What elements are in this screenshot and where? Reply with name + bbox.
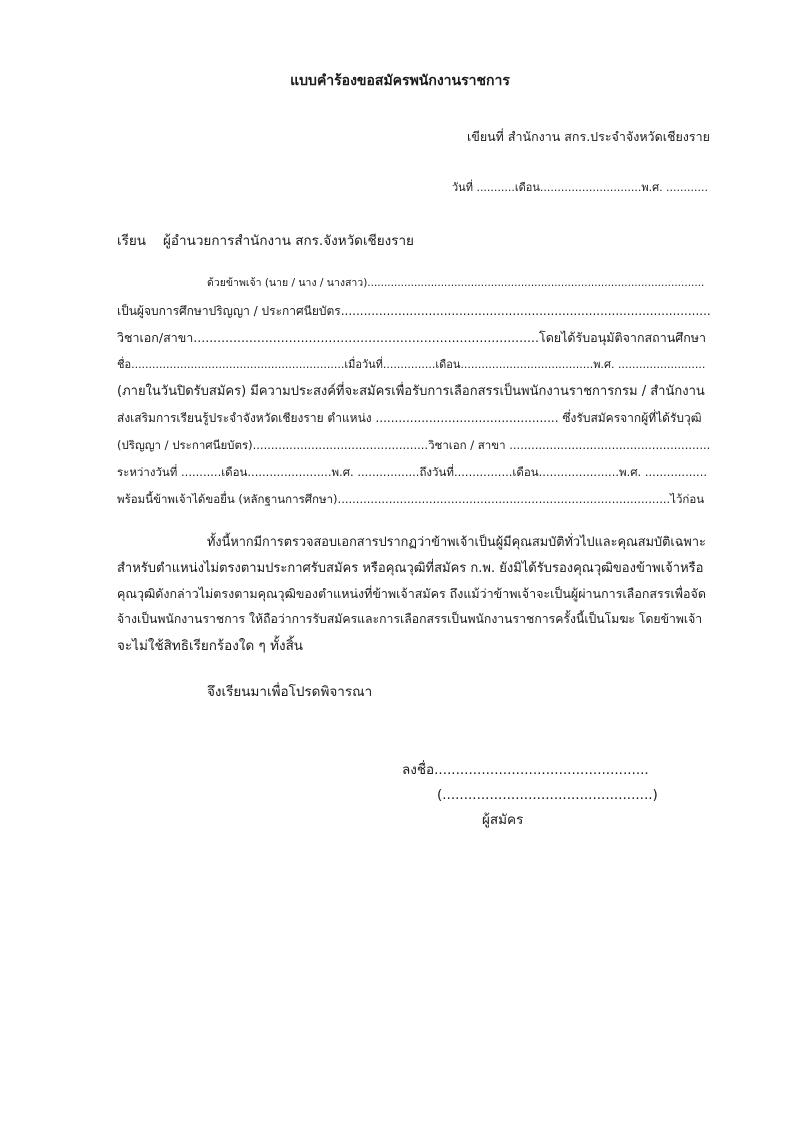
body-line-applicant-name: ด้วยข้าพเจ้า (นาย / นาง / นางสาว)..................................................................................................... xyxy=(207,277,705,289)
form-title: แบบคำร้องขอสมัครพนักงานราชการ xyxy=(290,73,510,89)
body-line-major: วิชาเอก/สาขา.......................................................................................โดยได้รับอนุมัติจากสถานศึกษา xyxy=(117,330,707,345)
body-line-qualification: (ปริญญา / ประกาศนียบัตร)................................................วิชาเอก / สาขา ....................................................... xyxy=(117,438,711,452)
salutation-label: เรียน xyxy=(117,233,147,249)
date-line: วันที่ ...........เดือน.............................พ.ศ. ............ xyxy=(452,181,709,194)
condition-line: ทั้งนี้หากมีการตรวจสอบเอกสารปรากฏว่าข้าพเจ้าเป็นผู้มีคุณสมบัติทั่วไปและคุณสมบัติเฉพาะ xyxy=(207,535,706,550)
body-line-education-level: เป็นผู้จบการศึกษาปริญญา / ประกาศนียบัตร................................................................................................. xyxy=(117,304,711,318)
signature-role: ผู้สมัคร xyxy=(482,812,524,828)
closing-line: จึงเรียนมาเพื่อโปรดพิจารณา xyxy=(207,684,373,700)
body-line-evidence: พร้อมนี้ข้าพเจ้าได้ขอยื่น (หลักฐานการศึกษา)...........................................................................................ไว้ก่อน xyxy=(117,492,705,506)
body-line-intent: (ภายในวันปิดรับสมัคร) มีความประสงค์ที่จะสมัครเพื่อรับการเลือกสรรเป็นพนักงานราชการกรม / สำนักงาน xyxy=(117,384,705,399)
body-line-period: ระหว่างวันที่ ...........เดือน.......................พ.ศ. .................ถึงวันที่................เดือน......................พ.ศ. ................. xyxy=(117,465,708,479)
condition-line: จะไม่ใช้สิทธิเรียกร้องใด ๆ ทั้งสิ้น xyxy=(117,638,304,654)
salutation-line xyxy=(117,232,414,250)
condition-line: จ้างเป็นพนักงานราชการ ให้ถือว่าการรับสมัครและการเลือกสรรเป็นพนักงานราชการครั้งนี้เป็นโมฆะ โดยข้าพเจ้า xyxy=(117,612,703,626)
written-at-line: เขียนที่ สำนักงาน สกร.ประจำจังหวัดเชียงราย xyxy=(467,129,710,144)
condition-line: คุณวุฒิดังกล่าวไม่ตรงตามคุณวุฒิของตำแหน่งที่ข้าพเจ้าสมัคร ถึงแม้ว่าข้าพเจ้าจะเป็นผู้ผ่านการเลือกสรรเพื่อจัด xyxy=(117,586,706,601)
signature-name-line: (.................................................) xyxy=(437,787,658,803)
signature-line: ลงชื่อ.................................................. xyxy=(402,762,649,778)
salutation-recipient: ผู้อำนวยการสำนักงาน สกร.จังหวัดเชียงราย xyxy=(163,233,414,249)
body-line-institution: ชื่อ.............................................................เมื่อวันที่...............เดือน......................................พ.ศ. ......................... xyxy=(117,358,706,371)
body-line-position: ส่งเสริมการเรียนรู้ประจำจังหวัดเชียงราย ตำแหน่ง ................................................ ซึ่งรับสมัครจากผู้ที่ได้รับวุฒิ xyxy=(117,411,702,425)
condition-line: สำหรับตำแหน่งไม่ตรงตามประกาศรับสมัคร หรือคุณวุฒิที่สมัคร ก.พ. ยังมิได้รับรองคุณวุฒิของข้าพเจ้าหรือ xyxy=(117,561,704,576)
